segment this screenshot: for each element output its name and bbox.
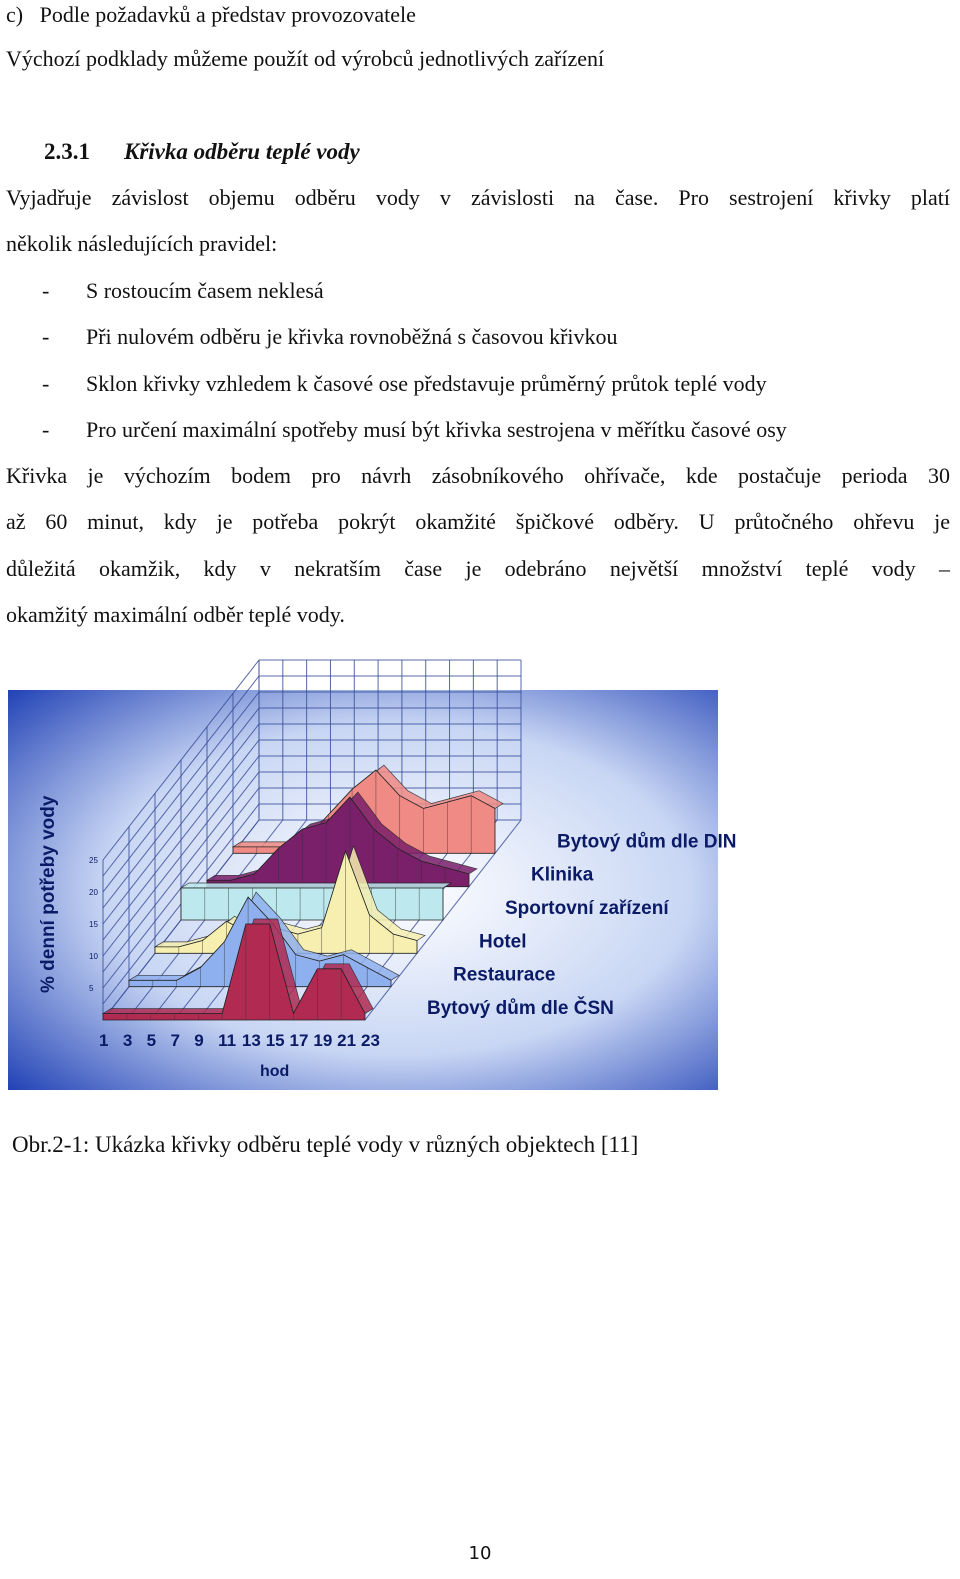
x-tick-label: 21 <box>337 1031 357 1050</box>
rule-text: Sklon křivky vzhledem k časové ose představuje průměrný průtok teplé vody <box>86 371 767 396</box>
rule-dash: - <box>42 417 50 442</box>
rule-dash: - <box>42 324 50 349</box>
paragraph2-line1: Křivka je výchozím bodem pro návrh zásobníkového ohřívače, kde postačuje perioda 30 <box>6 463 950 488</box>
paragraph1-line2: několik následujících pravidel: <box>6 231 278 256</box>
x-tick-label: 13 <box>241 1031 261 1050</box>
paragraph2-line2: až 60 minut, kdy je potřeba pokrýt okamžité špičkové odběry. U průtočného ohřevu je <box>6 509 950 534</box>
legend-label: Hotel <box>479 931 527 953</box>
x-tick-label: 19 <box>313 1031 333 1050</box>
section-heading <box>6 137 360 167</box>
paragraph1-line1: Vyjadřuje závislost objemu odběru vody v závislosti na čase. Pro sestrojení křivky platí <box>6 185 950 210</box>
x-tick-label: 17 <box>289 1031 309 1050</box>
rule-dash: - <box>42 278 50 303</box>
x-tick-label: 7 <box>170 1031 180 1050</box>
legend-label: Bytový dům dle DIN <box>557 831 737 853</box>
series-ribbon-top <box>181 883 451 888</box>
series-ribbon <box>181 888 443 920</box>
y-axis-label: % denní potřeby vody <box>38 795 59 993</box>
section-title: Křivka odběru teplé vody <box>124 139 360 164</box>
rule-text: S rostoucím časem neklesá <box>86 278 324 303</box>
legend-label: Restaurace <box>453 964 556 986</box>
y-tick-label: 15 <box>89 920 98 929</box>
legend-label: Klinika <box>531 864 594 886</box>
x-tick-label: 9 <box>194 1031 204 1050</box>
figure-caption: Obr.2-1: Ukázka křivky odběru teplé vody v různých objektech [11] <box>12 1132 639 1157</box>
y-tick-label: 5 <box>89 984 94 993</box>
x-tick-label: 1 <box>99 1031 109 1050</box>
sources-sentence: Výchozí podklady můžeme použít od výrobců jednotlivých zařízení <box>6 46 605 71</box>
section-number: 2.3.1 <box>44 139 90 164</box>
rule-text: Při nulovém odběru je křivka rovnoběžná s časovou křivkou <box>86 324 618 349</box>
list-item-c: c) Podle požadavků a představ provozovatele <box>6 2 416 27</box>
x-tick-label: 11 <box>218 1031 237 1050</box>
rule-text: Pro určení maximální spotřeby musí být křivka sestrojena v měřítku časové osy <box>86 417 787 442</box>
x-tick-label: 23 <box>361 1031 380 1050</box>
y-tick-label: 25 <box>89 856 98 865</box>
x-axis-label: hod <box>260 1063 290 1080</box>
y-tick-label: 10 <box>89 952 98 961</box>
paragraph2-line3: důležitá okamžik, kdy v nekratším čase je odebráno největší množství teplé vody – <box>6 556 950 581</box>
x-tick-label: 15 <box>265 1031 285 1050</box>
legend-label: Sportovní zařízení <box>505 898 669 919</box>
y-tick-label: 20 <box>89 888 98 897</box>
water-demand-chart <box>8 690 737 1090</box>
chart-svg <box>8 690 737 1090</box>
paragraph2-line4: okamžitý maximální odběr teplé vody. <box>6 602 345 627</box>
x-tick-label: 5 <box>146 1031 157 1050</box>
x-tick-label: 3 <box>122 1031 133 1050</box>
legend-label: Bytový dům dle ČSN <box>427 998 614 1019</box>
page-number: 10 <box>468 1543 492 1564</box>
rule-dash: - <box>42 371 50 396</box>
